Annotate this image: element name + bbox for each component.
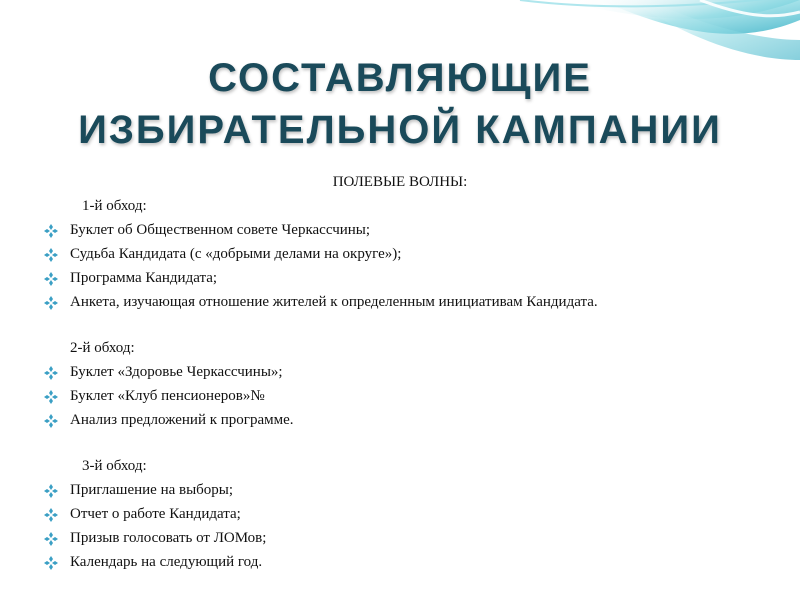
diamond-bullet-icon — [44, 508, 58, 522]
list-item-text: Отчет о работе Кандидата; — [70, 506, 241, 522]
pass-label-1: 1-й обход: — [82, 198, 147, 214]
diamond-bullet-icon — [44, 224, 58, 238]
title-line-2: ИЗБИРАТЕЛЬНОЙ КАМПАНИИ — [78, 108, 722, 152]
list-item-text: Буклет «Здоровье Черкассчины»; — [70, 364, 283, 380]
list-item-text: Буклет об Общественном совете Черкассчины; — [70, 222, 371, 238]
list-item — [44, 294, 598, 311]
list-item-text: Приглашение на выборы; — [70, 482, 234, 498]
list-item — [44, 388, 265, 405]
title-line-1: СОСТАВЛЯЮЩИЕ — [208, 56, 592, 100]
diamond-bullet-icon — [44, 248, 58, 262]
list-item — [44, 554, 262, 571]
diamond-bullet-icon — [44, 532, 58, 546]
diamond-bullet-icon — [44, 414, 58, 428]
list-item — [44, 482, 233, 499]
list-item — [44, 270, 217, 287]
list-item-text: Анализ предложений к программе. — [70, 412, 294, 428]
list-item — [44, 222, 370, 239]
list-item — [44, 364, 283, 381]
list-item-text: Призыв голосовать от ЛОМов; — [70, 530, 267, 546]
list-item — [44, 506, 241, 523]
list-item-text: Анкета, изучающая отношение жителей к определенным инициативам Кандидата. — [70, 294, 598, 310]
list-item-text: Судьба Кандидата (с «добрыми делами на округе»); — [70, 246, 402, 262]
section-subtitle: ПОЛЕВЫЕ ВОЛНЫ: — [332, 174, 468, 190]
list-item — [44, 246, 401, 263]
pass-label-3: 3-й обход: — [82, 458, 147, 474]
diamond-bullet-icon — [44, 272, 58, 286]
list-item-text: Буклет «Клуб пенсионеров»№ — [70, 388, 265, 404]
list-item-text: Программа Кандидата; — [70, 270, 218, 286]
list-item — [44, 530, 266, 547]
diamond-bullet-icon — [44, 390, 58, 404]
diamond-bullet-icon — [44, 556, 58, 570]
diamond-bullet-icon — [44, 366, 58, 380]
diamond-bullet-icon — [44, 296, 58, 310]
pass-label-2: 2-й обход: — [70, 340, 135, 356]
list-item-text: Календарь на следующий год. — [70, 554, 263, 570]
list-item — [44, 412, 294, 429]
diamond-bullet-icon — [44, 484, 58, 498]
